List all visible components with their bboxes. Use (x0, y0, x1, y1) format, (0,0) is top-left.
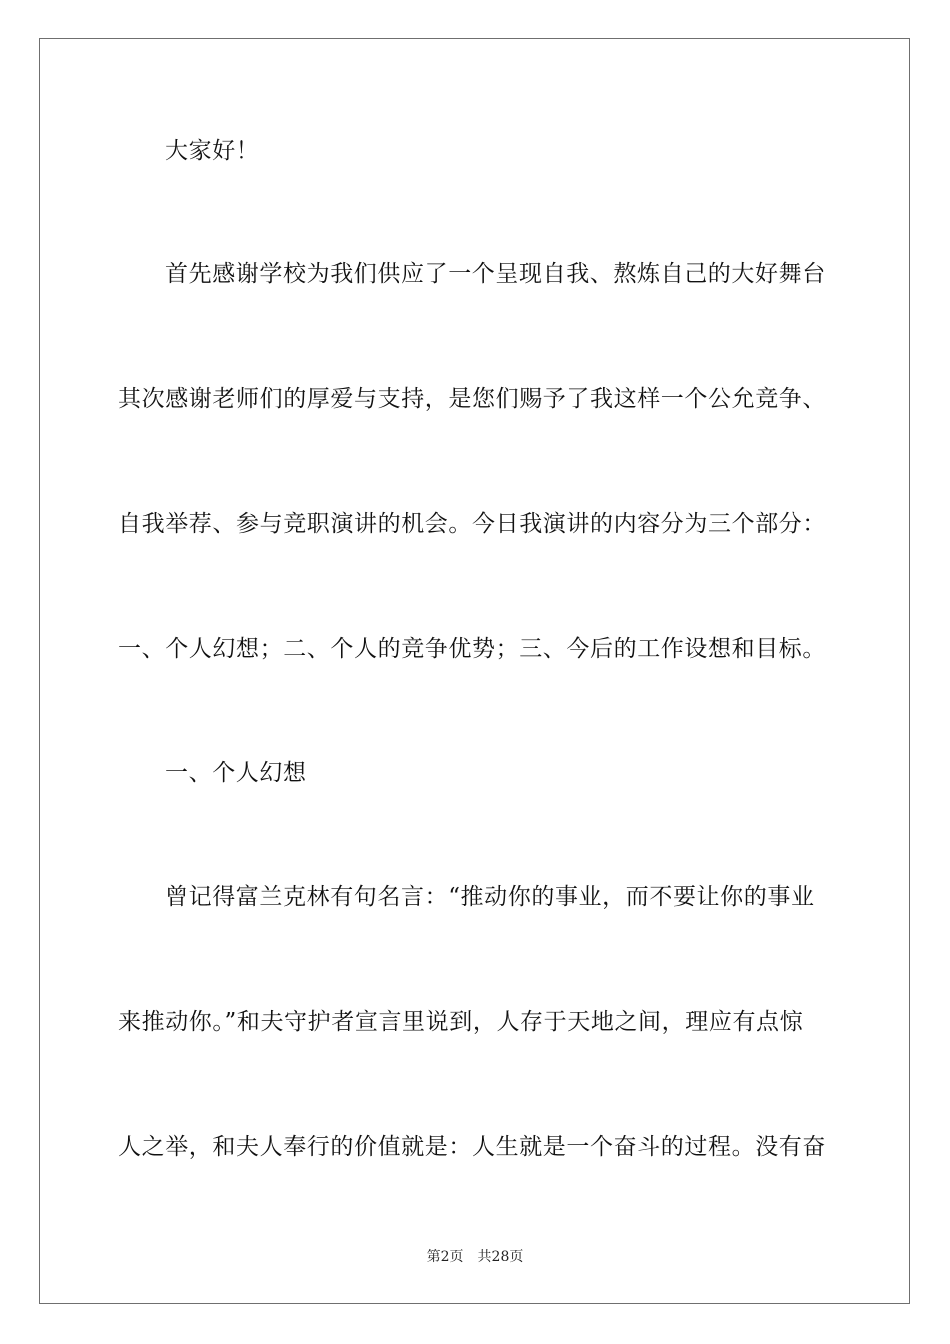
body-line-4: 一、个人幻想；二、个人的竞争优势；三、今后的工作设想和目标。 (118, 636, 826, 662)
body-line-7: 人之举，和夫人奉行的价值就是：人生就是一个奋斗的过程。没有奋 (118, 1134, 826, 1160)
page-number: 第2页 (426, 1249, 464, 1265)
page-total: 共28页 (477, 1249, 524, 1265)
page-border (39, 38, 910, 1304)
body-line-1: 首先感谢学校为我们供应了一个呈现自我、熬炼自己的大好舞台 (165, 261, 826, 287)
body-line-6: 来推动你。”和夫守护者宣言里说到，人存于天地之间，理应有点惊 (118, 1009, 804, 1035)
body-line-3: 自我举荐、参与竞职演讲的机会。今日我演讲的内容分为三个部分： (118, 511, 826, 537)
body-line-2: 其次感谢老师们的厚爱与支持，是您们赐予了我这样一个公允竞争、 (118, 386, 826, 412)
body-line-5: 曾记得富兰克林有句名言：“推动你的事业，而不要让你的事业 (165, 884, 815, 910)
greeting-line: 大家好！ (165, 138, 260, 164)
page-footer (0, 1248, 950, 1266)
section-heading: 一、个人幻想 (165, 760, 307, 786)
